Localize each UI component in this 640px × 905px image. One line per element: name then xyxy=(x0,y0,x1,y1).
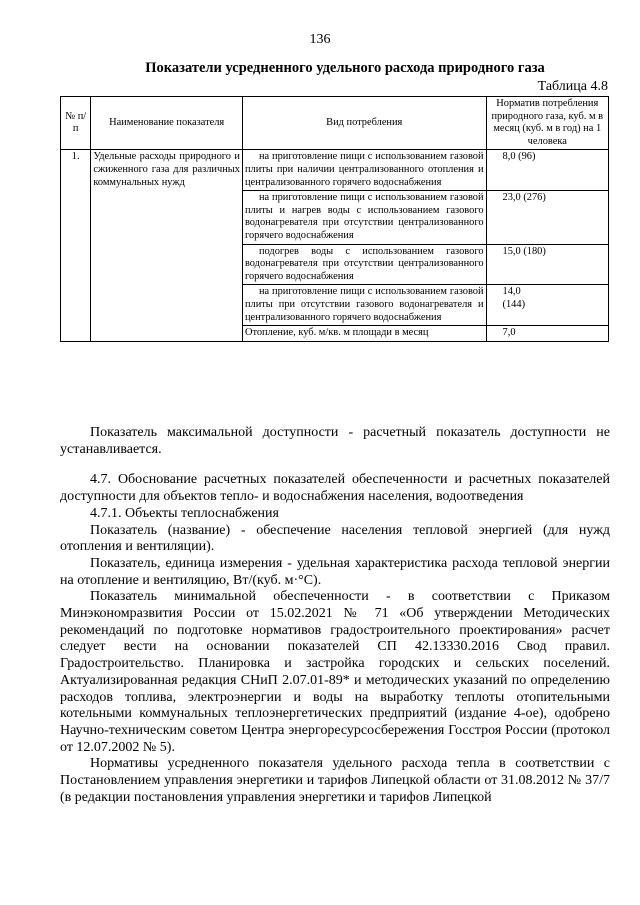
paragraph: Показатель минимальной обеспеченности - в соответствии с Приказом Минэкономразвития России от 15.02.2021 № 71 «Об утверждении Методических рекомендаций по подготовке нормативов градостроительного проектирования» расчет следует вести на основании показателей СП 42.13330.2016 Свод правил. Градостроительство. Планировка и застройка городских и сельских поселений. Актуализированная редакция СНиП 2.07.01-89* и методических указаний по определению расходов топлива, электроэнергии и воды на выработку теплоты отопительными котельными коммунальных теплоэнергетических предприятий (издание 4-ое), одобрено Научно-техническим советом Центра энергоресурсосбережения Госстроя России (протокол от 12.07.2002 № 5). xyxy=(60,589,610,755)
table-row xyxy=(61,150,609,191)
table-label: Таблица 4.8 xyxy=(537,79,608,94)
page-number: 136 xyxy=(309,32,331,47)
subsection-heading: 4.7.1. Объекты теплоснабжения xyxy=(90,505,279,521)
header-norm: Норматив потребления природного газа, куб. м в месяц (куб. м в год) на 1 человека xyxy=(486,97,608,150)
header-name: Наименование показателя xyxy=(91,97,243,150)
row-name: Удельные расходы природного и сжиженного газа для различных коммунальных нужд xyxy=(91,150,243,341)
norm-annual-value: (144) xyxy=(502,298,526,310)
consumption-norm: 23,0 (276) xyxy=(486,191,608,244)
header-num: № п/п xyxy=(61,97,91,150)
section-heading: 4.7. Обоснование расчетных показателей обеспеченности и расчетных показателей доступности для объектов тепло- и водоснабжения населения, водоотведения xyxy=(60,472,610,505)
consumption-kind: Отопление, куб. м/кв. м площади в месяц xyxy=(242,326,486,342)
consumption-norm: 7,0 xyxy=(486,326,608,342)
body-text xyxy=(60,425,610,806)
table-title: Показатели усредненного удельного расхода природного газа xyxy=(145,60,545,76)
norm-value: 14,0 xyxy=(502,286,521,298)
paragraph: Показатель (название) - обеспечение населения тепловой энергией (для нужд отопления и вентиляции). xyxy=(60,522,610,555)
consumption-norm xyxy=(486,285,608,326)
header-kind: Вид потребления xyxy=(242,97,486,150)
consumption-norm: 8,0 (96) xyxy=(486,150,608,191)
paragraph: Показатель максимальной доступности - расчетный показатель доступности не устанавливается. xyxy=(60,425,610,457)
consumption-kind: на приготовление пищи с использованием газовой плиты при наличии централизованного отопления и централизованного горячего водоснабжения xyxy=(242,150,486,191)
table-header-row xyxy=(61,97,609,150)
consumption-kind: подогрев воды с использованием газового водонагревателя при отсутствии централизованного горячего водоснабжения xyxy=(242,244,486,285)
consumption-kind: на приготовление пищи с использованием газовой плиты и нагрев воды с использованием газового водонагревателя при отсутствии централизованного горячего водоснабжения xyxy=(242,191,486,244)
consumption-norm: 15,0 (180) xyxy=(486,244,608,285)
paragraph: Показатель, единица измерения - удельная характеристика расхода тепловой энергии на отопление и вентиляцию, Вт/(куб. м·°С). xyxy=(60,555,610,588)
row-number: 1. xyxy=(61,150,91,341)
paragraph: Нормативы усредненного показателя удельного расхода тепла в соответствии с Постановлением управления энергетики и тарифов Липецкой области от 31.08.2012 № 37/7 (в редакции постановления управления энергетики и тарифов Липецкой xyxy=(60,756,610,805)
consumption-kind: на приготовление пищи с использованием газовой плиты при отсутствии газового водонагревателя и централизованного горячего водоснабжения xyxy=(242,285,486,326)
gas-consumption-table xyxy=(60,96,609,342)
